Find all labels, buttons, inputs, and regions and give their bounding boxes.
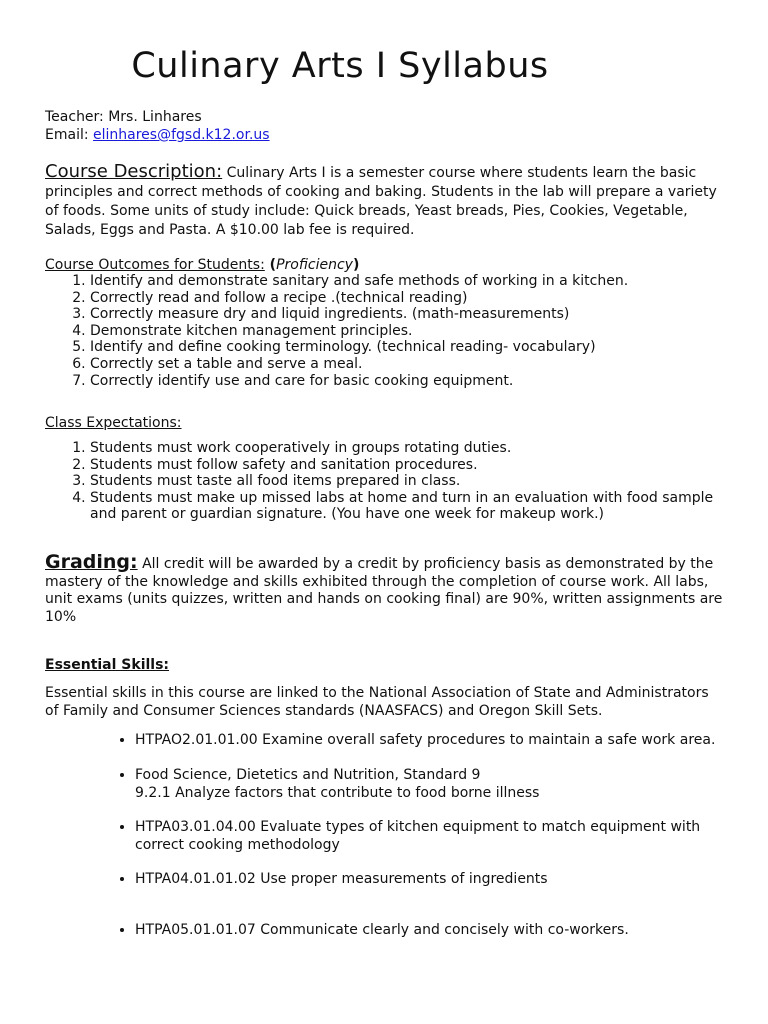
outcomes-paren-close: ) — [352, 257, 360, 273]
expectations-heading-text: Class Expectations: — [45, 415, 182, 431]
essential-skills-heading-text: Essential Skills: — [45, 657, 170, 673]
outcomes-heading-line — [45, 256, 725, 274]
expectations-list-wrap — [45, 440, 725, 523]
skill-line: Food Science, Dietetics and Nutrition, Standard 9 — [135, 767, 481, 783]
course-description-text: Culinary Arts I is a semester course where students learn the basic principles and correct methods of cooking and baking. Students in the lab will prepare a variety of foods. Some units of study include: Quick breads, Yeast breads, Pies, Cookies, Vegetable, Salads, Eggs and Pasta. A $10.00 lab fee is required. — [45, 165, 717, 238]
skill-line: HTPA04.01.01.02 Use proper measurements of ingredients — [135, 871, 548, 887]
skill-subline: 9.2.1 Analyze factors that contribute to food borne illness — [135, 785, 540, 801]
skills-list — [45, 731, 725, 939]
expectations-list — [45, 440, 725, 523]
email-label: Email: — [45, 127, 94, 143]
expectations-heading — [45, 414, 725, 432]
course-description-heading: Course Description: — [45, 161, 223, 182]
course-description — [45, 162, 725, 240]
skill-line: HTPA03.01.04.00 Evaluate types of kitchen equipment to match equipment with correct cooking methodology — [135, 819, 701, 853]
outcomes-list-wrap — [45, 273, 725, 389]
list-item — [135, 921, 725, 939]
outcomes-paren-open: ( — [264, 257, 277, 273]
skills-list-wrap — [45, 731, 725, 939]
list-item: 3. Students must taste all food items prepared in class. — [90, 473, 725, 490]
list-item: 1. Students must work cooperatively in groups rotating duties. — [90, 440, 725, 457]
list-item: 2. Correctly read and follow a recipe .(technical reading) — [90, 290, 725, 307]
email-line — [45, 126, 725, 144]
essential-skills-heading — [45, 656, 725, 674]
grading-text: All credit will be awarded by a credit by proficiency basis as demonstrated by the mastery of the knowledge and skills exhibited through the completion of course work. All labs, unit exams (units quizzes, written and hands on cooking final) are 90%, written assignments are 10% — [45, 556, 723, 625]
list-item — [135, 818, 725, 854]
page-title: Culinary Arts I Syllabus — [131, 46, 549, 86]
list-item — [135, 731, 725, 749]
list-item: 4. Students must make up missed labs at home and turn in an evaluation with food sample and parent or guardian signature. (You have one week for makeup work.) — [90, 490, 725, 523]
email-link[interactable]: elinhares@fgsd.k12.or.us — [93, 127, 270, 143]
essential-skills-intro: Essential skills in this course are linked to the National Association of State and Administrators of Family and Consumer Sciences standards (NAASFACS) and Oregon Skill Sets. — [45, 685, 709, 719]
list-item: 4. Demonstrate kitchen management principles. — [90, 323, 725, 340]
grading-heading: Grading: — [45, 551, 138, 573]
teacher-line: Teacher: Mrs. Linhares — [45, 109, 202, 125]
outcomes-list — [45, 273, 725, 389]
outcomes-qualifier: Proficiency — [276, 257, 353, 273]
grading-section — [45, 551, 725, 626]
list-item — [135, 870, 725, 888]
list-item — [135, 766, 725, 802]
skill-line: HTPA05.01.01.07 Communicate clearly and concisely with co-workers. — [135, 922, 629, 938]
list-item: 3. Correctly measure dry and liquid ingredients. (math-measurements) — [90, 306, 725, 323]
outcomes-heading: Course Outcomes for Students: — [45, 257, 265, 273]
list-item: 2. Students must follow safety and sanitation procedures. — [90, 457, 725, 474]
list-item: 6. Correctly set a table and serve a meal. — [90, 356, 725, 373]
skill-line: HTPAO2.01.01.00 Examine overall safety procedures to maintain a safe work area. — [135, 732, 716, 748]
list-item: 1. Identify and demonstrate sanitary and safe methods of working in a kitchen. — [90, 273, 725, 290]
list-item: 5. Identify and define cooking terminology. (technical reading- vocabulary) — [90, 339, 725, 356]
list-item: 7. Correctly identify use and care for basic cooking equipment. — [90, 373, 725, 390]
